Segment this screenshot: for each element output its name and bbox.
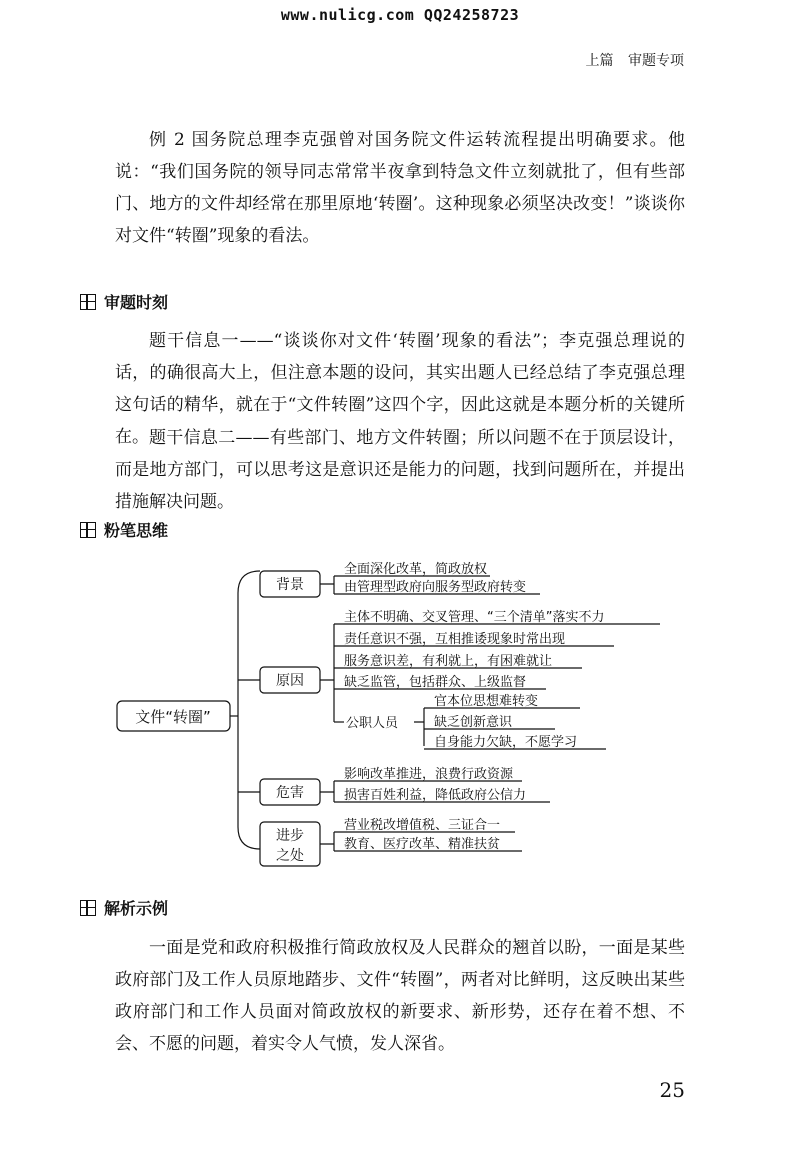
mindmap-reasons-box — [260, 667, 320, 693]
section-title: 解析示例 — [104, 899, 169, 918]
mindmap-harm-label: 危害 — [276, 785, 304, 801]
section-grid-icon — [80, 900, 96, 916]
section-title: 审题时刻 — [104, 293, 169, 312]
mindmap-leaf: 服务意识差，有利就上，有困难就让 — [344, 654, 553, 669]
mindmap-leaf: 损害百姓利益，降低政府公信力 — [344, 788, 527, 803]
mindmap-harm-box — [260, 779, 320, 805]
mindmap-progress-box — [260, 822, 320, 866]
watermark: www.nulicg.com QQ24258723 — [280, 6, 520, 24]
example-question: 例 2 国务院总理李克强曾对国务院文件运转流程提出明确要求。他说：“我们国务院的领导同志常常半夜拿到特急文件立刻就批了，但有些部门、地方的文件却经常在那里原地‘转圈’。这种现象必须坚决改变！”谈谈你对文件“转圈”现象的看法。 — [115, 130, 685, 246]
mindmap-background-box — [260, 571, 320, 597]
section-header-thinking — [80, 518, 168, 541]
answer-paragraph: 一面是党和政府积极推行简政放权及人民群众的翘首以盼，一面是某些政府部门及工作人员原地踏步、文件“转圈”，两者对比鲜明，这反映出某些政府部门和工作人员面对简政放权的新要求、新形势，还存在着不想、不会、不愿的问题，着实令人气愤，发人深省。 — [115, 938, 685, 1054]
mindmap-leaf: 缺乏监管，包括群众、上级监督 — [344, 675, 527, 690]
section-header-analysis — [80, 290, 168, 313]
mindmap-progress-label: 进步 — [276, 828, 304, 844]
section-grid-icon — [80, 522, 96, 538]
mindmap-progress-label: 之处 — [276, 848, 304, 864]
section-title: 粉笔思维 — [104, 521, 169, 540]
mindmap-reasons-label: 原因 — [276, 673, 304, 689]
mindmap-leaf: 官本位思想难转变 — [434, 694, 539, 709]
running-header: 上篇 审题专项 — [585, 53, 684, 69]
mindmap-leaf: 主体不明确、交叉管理、“三个清单”落实不力 — [344, 610, 605, 625]
analysis-paragraph-1: 题干信息一——“谈谈你对文件‘转圈’现象的看法”；李克强总理说的话，的确很高大上，但注意本题的设问，其实出题人已经总结了李克强总理这句话的精华，就在于“文件转圈”这四个字，因此这就是本题分析的关键所在。 — [115, 331, 685, 447]
page-number: 25 — [659, 1078, 685, 1102]
section-header-example-answer — [80, 896, 168, 919]
mindmap-root-box — [117, 701, 230, 731]
mindmap-leaf: 全面深化改革，简政放权 — [344, 562, 488, 577]
mindmap-leaf: 责任意识不强，互相推诿现象时常出现 — [344, 632, 566, 647]
mindmap-leaf: 影响改革推进，浪费行政资源 — [344, 767, 514, 782]
section-grid-icon — [80, 294, 96, 310]
mindmap-leaf: 营业税改增值税、三证合一 — [344, 818, 501, 833]
mindmap-leaf: 自身能力欠缺，不愿学习 — [434, 735, 578, 750]
analysis-paragraph-2: 题干信息二——有些部门、地方文件转圈；所以问题不在于顶层设计，而是地方部门，可以思考这是意识还是能力的问题，找到问题所在，并提出措施解决问题。 — [115, 428, 685, 512]
mindmap-background-label: 背景 — [276, 577, 304, 593]
mindmap-leaf: 由管理型政府向服务型政府转变 — [344, 580, 527, 595]
mindmap-leaf: 教育、医疗改革、精准扶贫 — [344, 837, 501, 852]
mindmap-staff-label: 公职人员 — [346, 716, 399, 731]
mindmap-leaf: 缺乏创新意识 — [434, 715, 513, 730]
mindmap-root-label: 文件“转圈” — [135, 708, 211, 726]
